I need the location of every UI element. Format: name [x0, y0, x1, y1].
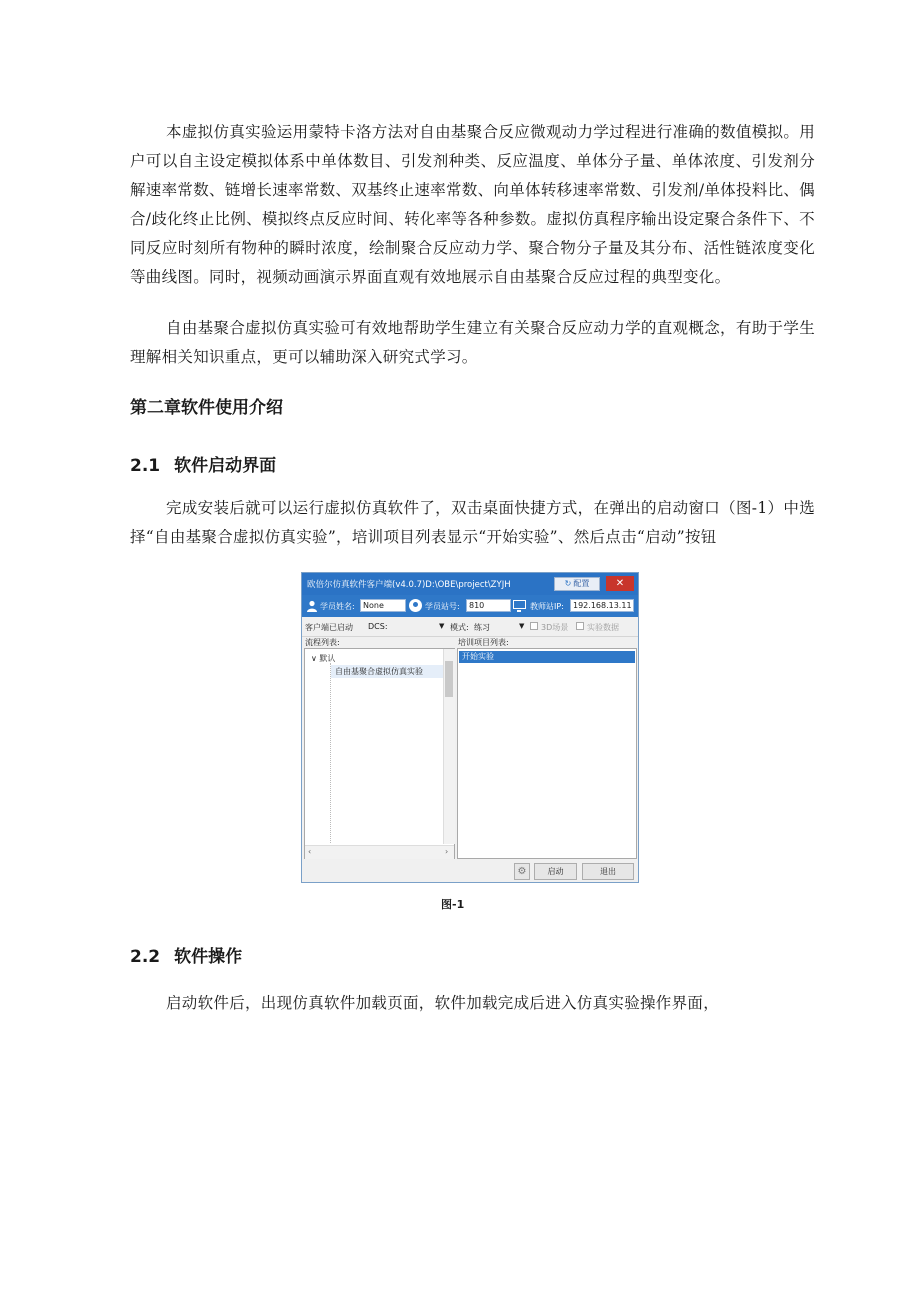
student-id-label: 学员站号:	[425, 602, 460, 611]
settings-button[interactable]	[514, 863, 530, 880]
benefit-paragraph: 自由基聚合虚拟仿真实验可有效地帮助学生建立有关聚合反应动力学的直观概念，有助于学生理解相关知识重点，更可以辅助深入研究式学习。	[130, 319, 815, 366]
start-button[interactable]: 启动	[534, 863, 577, 880]
scene3d-label: 3D场景	[541, 623, 569, 632]
config-label: 配置	[573, 579, 590, 588]
startup-paragraph: 完成安装后就可以运行虚拟仿真软件了，双击桌面快捷方式，在弹出的启动窗口（图-1）中选择“自由基聚合虚拟仿真实验”，培训项目列表显示“开始实验”、然后点击“启动”按钮	[130, 499, 815, 546]
tree-guide-line	[330, 663, 332, 843]
options-toolbar	[302, 617, 638, 637]
window-title: 欧倍尔仿真软件客户端(v4.0.7)D:\OBE\project\ZYJH	[307, 580, 511, 590]
gear-icon: ⚙	[517, 866, 527, 877]
training-list[interactable]	[457, 648, 637, 859]
expdata-label: 实验数据	[587, 623, 619, 632]
tree-item-experiment[interactable]: 自由基聚合虚拟仿真实验	[331, 665, 443, 678]
mode-dropdown-icon[interactable]: ▼	[519, 622, 525, 630]
close-icon: ✕	[615, 578, 625, 589]
section-2-1-heading	[130, 451, 276, 476]
section-2-2-heading	[130, 942, 242, 967]
process-tree[interactable]	[304, 648, 455, 859]
section-title: 软件操作	[174, 947, 243, 967]
exit-button[interactable]: 退出	[582, 863, 634, 880]
vertical-scrollbar[interactable]	[443, 649, 455, 844]
training-item-start[interactable]: 开始实验	[459, 651, 635, 663]
launcher-window-figure	[301, 572, 639, 883]
scrollbar-thumb[interactable]	[445, 661, 453, 697]
horizontal-scrollbar[interactable]	[305, 845, 454, 859]
tree-root-label: 默认	[319, 654, 336, 663]
student-id-icon	[409, 599, 422, 612]
training-list-label: 培训项目列表:	[458, 638, 509, 647]
expdata-checkbox[interactable]	[576, 622, 584, 630]
dcs-dropdown-icon[interactable]: ▼	[439, 622, 445, 630]
student-name-label: 学员姓名:	[320, 602, 355, 611]
person-icon	[306, 600, 318, 612]
client-status-text: 客户端已启动	[305, 623, 353, 632]
mode-label: 模式:	[450, 623, 469, 632]
student-info-bar	[302, 595, 638, 617]
section-number: 2.2	[130, 947, 161, 967]
student-id-field[interactable]: 810	[466, 599, 511, 612]
chevron-down-icon: ∨	[311, 654, 320, 663]
close-button[interactable]	[606, 576, 634, 591]
chapter-heading: 第二章软件使用介绍	[130, 398, 283, 418]
monitor-icon	[513, 600, 526, 609]
dcs-label: DCS:	[368, 622, 388, 631]
scroll-right-icon[interactable]: ›	[445, 847, 449, 856]
teacher-ip-label: 教师站IP:	[530, 602, 564, 611]
refresh-icon: ↻	[564, 579, 572, 588]
process-list-label: 流程列表:	[305, 638, 340, 647]
config-button[interactable]	[554, 577, 600, 591]
scroll-left-icon[interactable]: ‹	[308, 847, 312, 856]
operation-paragraph: 启动软件后，出现仿真软件加载页面，软件加载完成后进入仿真实验操作界面，	[166, 994, 720, 1012]
window-titlebar	[302, 573, 638, 595]
section-title: 软件启动界面	[174, 456, 277, 476]
intro-paragraph: 本虚拟仿真实验运用蒙特卡洛方法对自由基聚合反应微观动力学过程进行准确的数值模拟。用户可以自主设定模拟体系中单体数目、引发剂种类、反应温度、单体分子量、单体浓度、引发剂分解速率常数、链增长速率常数、双基终止速率常数、向单体转移速率常数、引发剂/单体投料比、偶合/歧化终止比例、模拟终点反应时间、转化率等各种参数。虚拟仿真程序输出设定聚合条件下、不同反应时刻所有物种的瞬时浓度，绘制聚合反应动力学、聚合物分子量及其分布、活性链浓度变化等曲线图。同时，视频动画演示界面直观有效地展示自由基聚合反应过程的典型变化。	[130, 123, 815, 286]
figure-caption: 图-1	[441, 898, 465, 911]
section-number: 2.1	[130, 456, 161, 476]
teacher-ip-field[interactable]: 192.168.13.11	[570, 599, 634, 612]
mode-select[interactable]: 练习	[474, 623, 490, 632]
scene3d-checkbox[interactable]	[530, 622, 538, 630]
student-name-field[interactable]: None	[360, 599, 406, 612]
